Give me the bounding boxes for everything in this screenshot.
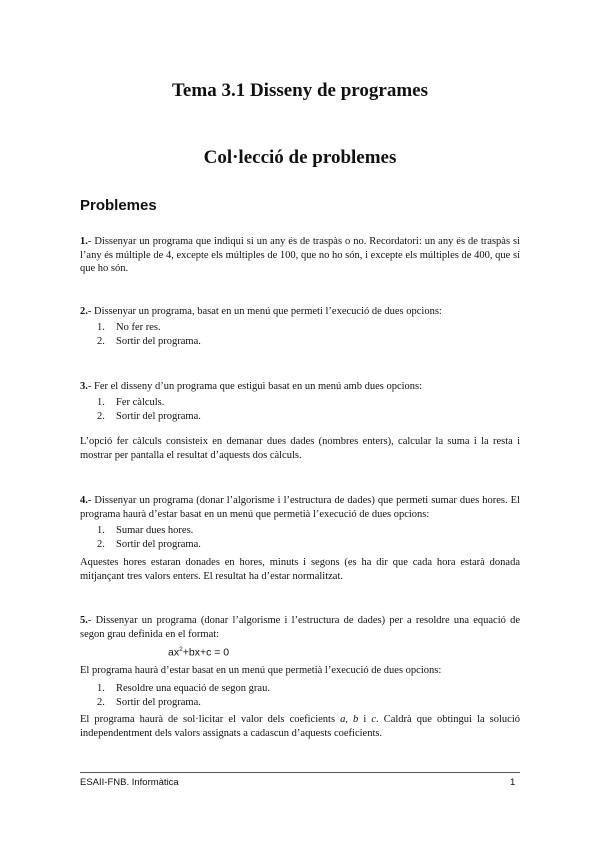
option-list xyxy=(97,524,201,552)
list-item: 2. Sortir del programa. xyxy=(97,411,201,422)
problem-5 xyxy=(80,614,520,641)
problem-text: - Dissenyar un programa (donar l’algorisme i l’estructura de dades) que permeti sumar dues hores. El programa haurà d’estar basat en un menú que permetià l’execució de dues opcions: xyxy=(80,495,520,520)
list-item: 2. Sortir del programa. xyxy=(97,697,201,708)
list-item: 1. Resoldre una equació de segon grau. xyxy=(97,683,270,694)
problem-number: 5. xyxy=(80,615,88,626)
problem-text: - Dissenyar un programa (donar l’algorisme i l’estructura de dades) per a resoldre una equació de segon grau definida en el format: xyxy=(80,615,520,640)
problem-3 xyxy=(80,380,520,394)
list-item: 1. Fer càlculs. xyxy=(97,397,165,408)
document-subtitle: Col·lecció de problemes xyxy=(203,147,397,168)
problem-text: - Dissenyar un programa, basat en un menú que permeti l’execució de dues opcions: xyxy=(87,306,442,317)
option-list xyxy=(97,396,201,424)
problem-number: 2. xyxy=(80,306,88,317)
document-title: Tema 3.1 Disseny de programes xyxy=(172,80,428,101)
problem-number: 4. xyxy=(80,495,88,506)
problem-note: Aquestes hores estaran donades en hores, minuts i segons (es ha dir que cada hora estarà donada mitjançant tres valors enters. El resultat ha d’estar normalitzat. xyxy=(80,557,520,582)
footer-text: ESAII-FNB. Informàtica xyxy=(80,777,179,788)
problem-4 xyxy=(80,494,520,521)
problem-menu-text: El programa haurà d’estar basat en un menú que permetià l’execució de dues opcions: xyxy=(80,665,442,676)
page-number: 1 xyxy=(510,777,516,788)
problem-note: El programa haurà de sol·licitar el valor dels coeficients a, b i c. Caldrà que obtingui la solució independentment dels valors assignats a cadascun d’aquests coeficients. xyxy=(80,714,520,739)
option-list xyxy=(97,321,201,349)
problem-note: L’opció fer càlculs consisteix en demanar dues dades (nombres enters), calcular la suma i la resta i mostrar per pantalla el resultat d’aquests dos càlculs. xyxy=(80,436,520,461)
problem-text: - Fer el disseny d’un programa que estigui basat en un menú amb dues opcions: xyxy=(87,381,423,392)
problem-1 xyxy=(80,235,520,276)
option-list xyxy=(97,682,270,710)
list-item: 2. Sortir del programa. xyxy=(97,336,201,347)
list-item: 1. Sumar dues hores. xyxy=(97,525,194,536)
list-item: 2. Sortir del programa. xyxy=(97,539,201,550)
problem-2 xyxy=(80,305,520,319)
list-item: 1. No fer res. xyxy=(97,322,161,333)
problem-number: 3. xyxy=(80,381,88,392)
problem-number: 1. xyxy=(80,236,88,247)
equation: $ax^2+bx+c = 0$ xyxy=(168,646,230,659)
footer-divider xyxy=(80,772,520,773)
section-heading: Problemes xyxy=(80,197,157,214)
problem-text: - Dissenyar un programa que indiqui si un any és de traspàs o no. Recordatori: un any és de traspàs si l’any és múltiple de 4, excepte els múltiples de 100, que no ho són, i excepte els múltiples de 400, que sí que ho són. xyxy=(80,236,520,274)
